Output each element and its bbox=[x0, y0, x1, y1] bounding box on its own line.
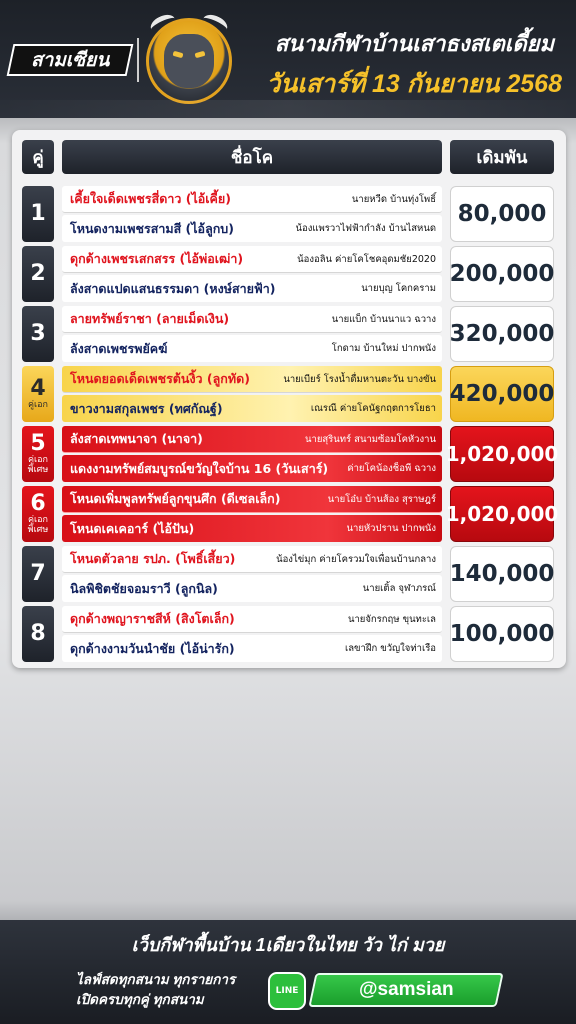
bull-owner: นายสุรินทร์ สนามซ้อมโคหัวงาน bbox=[304, 433, 436, 445]
bull-name: แดงงามทรัพย์สมบูรณ์ขวัญใจบ้าน 16 (วันเสาร์) bbox=[70, 460, 329, 476]
match-number bbox=[22, 606, 54, 662]
bull-owner: นายเติ้ล จุฬาภรณ์ bbox=[362, 583, 436, 594]
bull-blue-corner bbox=[62, 575, 442, 602]
match-tag: คู่เอก พิเศษ bbox=[27, 515, 49, 535]
table-row bbox=[12, 486, 566, 542]
bull-name: เคี้ยใจเด็ดเพชรสี่ดาว (ไอ้เคี้ย) bbox=[70, 191, 231, 206]
match-number bbox=[22, 426, 54, 482]
table-row bbox=[12, 606, 566, 662]
stake-amount: 1,020,000 bbox=[450, 486, 554, 542]
match-number bbox=[22, 486, 54, 542]
header-name: ชื่อโค bbox=[62, 140, 442, 174]
line-handle: @samsian bbox=[358, 979, 454, 1000]
match-table bbox=[12, 130, 566, 668]
bull-blue-corner bbox=[62, 335, 442, 362]
table-row bbox=[12, 426, 566, 482]
match-number bbox=[22, 546, 54, 602]
bull-name: โหนดตัวลาย รปภ. (โพธิ์เสี้ยว) bbox=[70, 551, 236, 566]
stake-amount: 1,020,000 bbox=[450, 426, 554, 482]
stake-amount: 80,000 bbox=[450, 186, 554, 242]
bull-red-corner bbox=[62, 306, 442, 333]
stadium-title: สนามกีฬาบ้านเสาธงสเตเดี้ยม bbox=[274, 31, 554, 56]
bull-blue-corner bbox=[62, 635, 442, 662]
bull-name: ขาวงามสกุลเพชร (ทศกัณฐ์) bbox=[70, 400, 223, 416]
bull-blue-corner bbox=[62, 515, 442, 542]
bull-owner: โกดาม บ้านใหม่ ปากพนัง bbox=[331, 343, 436, 354]
table-header bbox=[12, 140, 566, 176]
bull-owner: นายจักรกฤษ ขุนทะเล bbox=[347, 613, 436, 625]
bull-red-corner bbox=[62, 366, 442, 393]
match-number-value: 6 bbox=[30, 491, 46, 516]
bull-owner: นายโอ๋บ บ้านส้อง สุราษฎร์ bbox=[327, 493, 436, 505]
brand-name: สามเซียน bbox=[30, 50, 110, 71]
bull-name: ลังสาดเพชรพยัคฆ์ bbox=[70, 340, 168, 356]
bull-pair bbox=[62, 486, 442, 542]
bull-name: ดุกด้างเพชรเสกสรร (ไอ้พ่อเฒ่า) bbox=[70, 251, 244, 266]
header bbox=[0, 0, 576, 118]
footer-line-1: ไลฟ์สดทุกสนาม ทุกรายการ bbox=[76, 972, 236, 987]
bull-owner: นายแบ็ก บ้านนาแว ฉวาง bbox=[331, 313, 436, 325]
bull-name: โหนดงามเพชรสามสี (ไอ้ลูกบ) bbox=[70, 220, 234, 236]
header-odds: เดิมพัน bbox=[450, 140, 554, 174]
bull-blue-corner bbox=[62, 455, 442, 482]
bull-name: ดุกด้างงามวันนำชัย (ไอ้น่ารัก) bbox=[70, 640, 235, 656]
match-number-value: 5 bbox=[30, 431, 46, 456]
bull-pair bbox=[62, 246, 442, 302]
bull-name: โหนดเคเคอาร์ (ไอ้ปัน) bbox=[70, 520, 195, 536]
bull-owner: นายหัวปราน ปากพนัง bbox=[346, 523, 436, 534]
bull-mascot-icon bbox=[146, 18, 232, 104]
bull-red-corner bbox=[62, 186, 442, 213]
bull-pair bbox=[62, 306, 442, 362]
bull-name: นิลพิชิตชัยจอมราวี (ลูกนิล) bbox=[70, 580, 218, 596]
match-number-value: 7 bbox=[30, 561, 46, 586]
stake-amount: 200,000 bbox=[450, 246, 554, 302]
bull-pair bbox=[62, 606, 442, 662]
match-number-value: 3 bbox=[30, 321, 46, 346]
table-row bbox=[12, 306, 566, 362]
bull-red-corner bbox=[62, 606, 442, 633]
stake-amount: 100,000 bbox=[450, 606, 554, 662]
bull-owner: นายบุญ โคกคราม bbox=[361, 283, 436, 294]
bull-owner: น้องอลิน ค่ายโคโชคอุดมชัย2020 bbox=[297, 253, 436, 265]
brand-logo bbox=[7, 44, 134, 76]
bull-name: ลังสาดเทพนาจา (นาจา) bbox=[70, 431, 203, 446]
stake-amount: 420,000 bbox=[450, 366, 554, 422]
bull-name: ลังสาดแปดแสนธรรมดา (หงษ์สายฟ้า) bbox=[70, 280, 276, 296]
footer-line-2: เปิดครบทุกคู่ ทุกสนาม bbox=[76, 992, 204, 1007]
stake-amount: 320,000 bbox=[450, 306, 554, 362]
match-tag: คู่เอก พิเศษ bbox=[27, 455, 49, 475]
match-number-value: 1 bbox=[30, 201, 46, 226]
event-date: วันเสาร์ที่ 13 กันยายน 2568 bbox=[266, 70, 562, 98]
table-row bbox=[12, 546, 566, 602]
divider bbox=[137, 38, 139, 82]
bull-name: ดุกด้างพญาราชสีห์ (สิงโตเล็ก) bbox=[70, 611, 235, 626]
footer-headline: เว็บกีฬาพื้นบ้าน 1เดียวในไทย วัว ไก่ มวย bbox=[131, 935, 445, 955]
line-icon-label: LINE bbox=[275, 986, 299, 996]
table-row bbox=[12, 246, 566, 302]
table-row bbox=[12, 186, 566, 242]
bull-blue-corner bbox=[62, 275, 442, 302]
match-number-value: 4 bbox=[30, 376, 46, 401]
bull-owner: น้องไข่มุก ค่ายโครวมใจเพื่อนบ้านกลาง bbox=[276, 553, 436, 565]
match-number-value: 8 bbox=[30, 621, 46, 646]
bull-red-corner bbox=[62, 426, 442, 453]
table-row bbox=[12, 366, 566, 422]
match-number bbox=[22, 306, 54, 362]
bull-pair bbox=[62, 366, 442, 422]
bull-pair bbox=[62, 546, 442, 602]
match-number bbox=[22, 366, 54, 422]
bull-red-corner bbox=[62, 486, 442, 513]
match-number bbox=[22, 186, 54, 242]
bull-red-corner bbox=[62, 246, 442, 273]
match-number-value: 2 bbox=[30, 261, 46, 286]
stake-amount: 140,000 bbox=[450, 546, 554, 602]
bull-red-corner bbox=[62, 546, 442, 573]
bull-owner: เลขาฝึก ขวัญใจท่าเรือ bbox=[344, 643, 436, 654]
bull-name: โหนดยอดเด็ดเพชรต้นงิ้ว (ลูกทัด) bbox=[70, 371, 250, 386]
bull-owner: นายเบียร์ โรงน้ำดื่มหานตะวัน บางขัน bbox=[283, 373, 436, 385]
bull-blue-corner bbox=[62, 215, 442, 242]
header-no: คู่ bbox=[22, 140, 54, 174]
bull-face-icon bbox=[164, 34, 214, 88]
line-app-icon[interactable] bbox=[268, 972, 306, 1010]
footer-banner bbox=[0, 920, 576, 1024]
bull-pair bbox=[62, 186, 442, 242]
bull-name: โหนดเพิ่มพูลทรัพย์ลูกขุนศึก (ดีเซลเล็ก) bbox=[70, 491, 281, 506]
line-handle-button[interactable] bbox=[308, 973, 503, 1007]
bull-owner: เณรณี ค่ายโคนัฐกฤตการโยธา bbox=[310, 403, 436, 414]
bull-name: ลายทรัพย์ราชา (ลายเม็ดเงิน) bbox=[70, 311, 230, 326]
match-tag: คู่เอก bbox=[28, 400, 48, 410]
bull-owner: นายหวีด บ้านทุ่งโพธิ์ bbox=[351, 193, 436, 205]
bull-owner: น้องแพรวาไฟฟ้ากำลัง บ้านไสหนด bbox=[295, 223, 436, 234]
bull-owner: ค่ายโคน้องช็อพี ฉวาง bbox=[347, 463, 436, 474]
match-number bbox=[22, 246, 54, 302]
bull-blue-corner bbox=[62, 395, 442, 422]
bull-pair bbox=[62, 426, 442, 482]
